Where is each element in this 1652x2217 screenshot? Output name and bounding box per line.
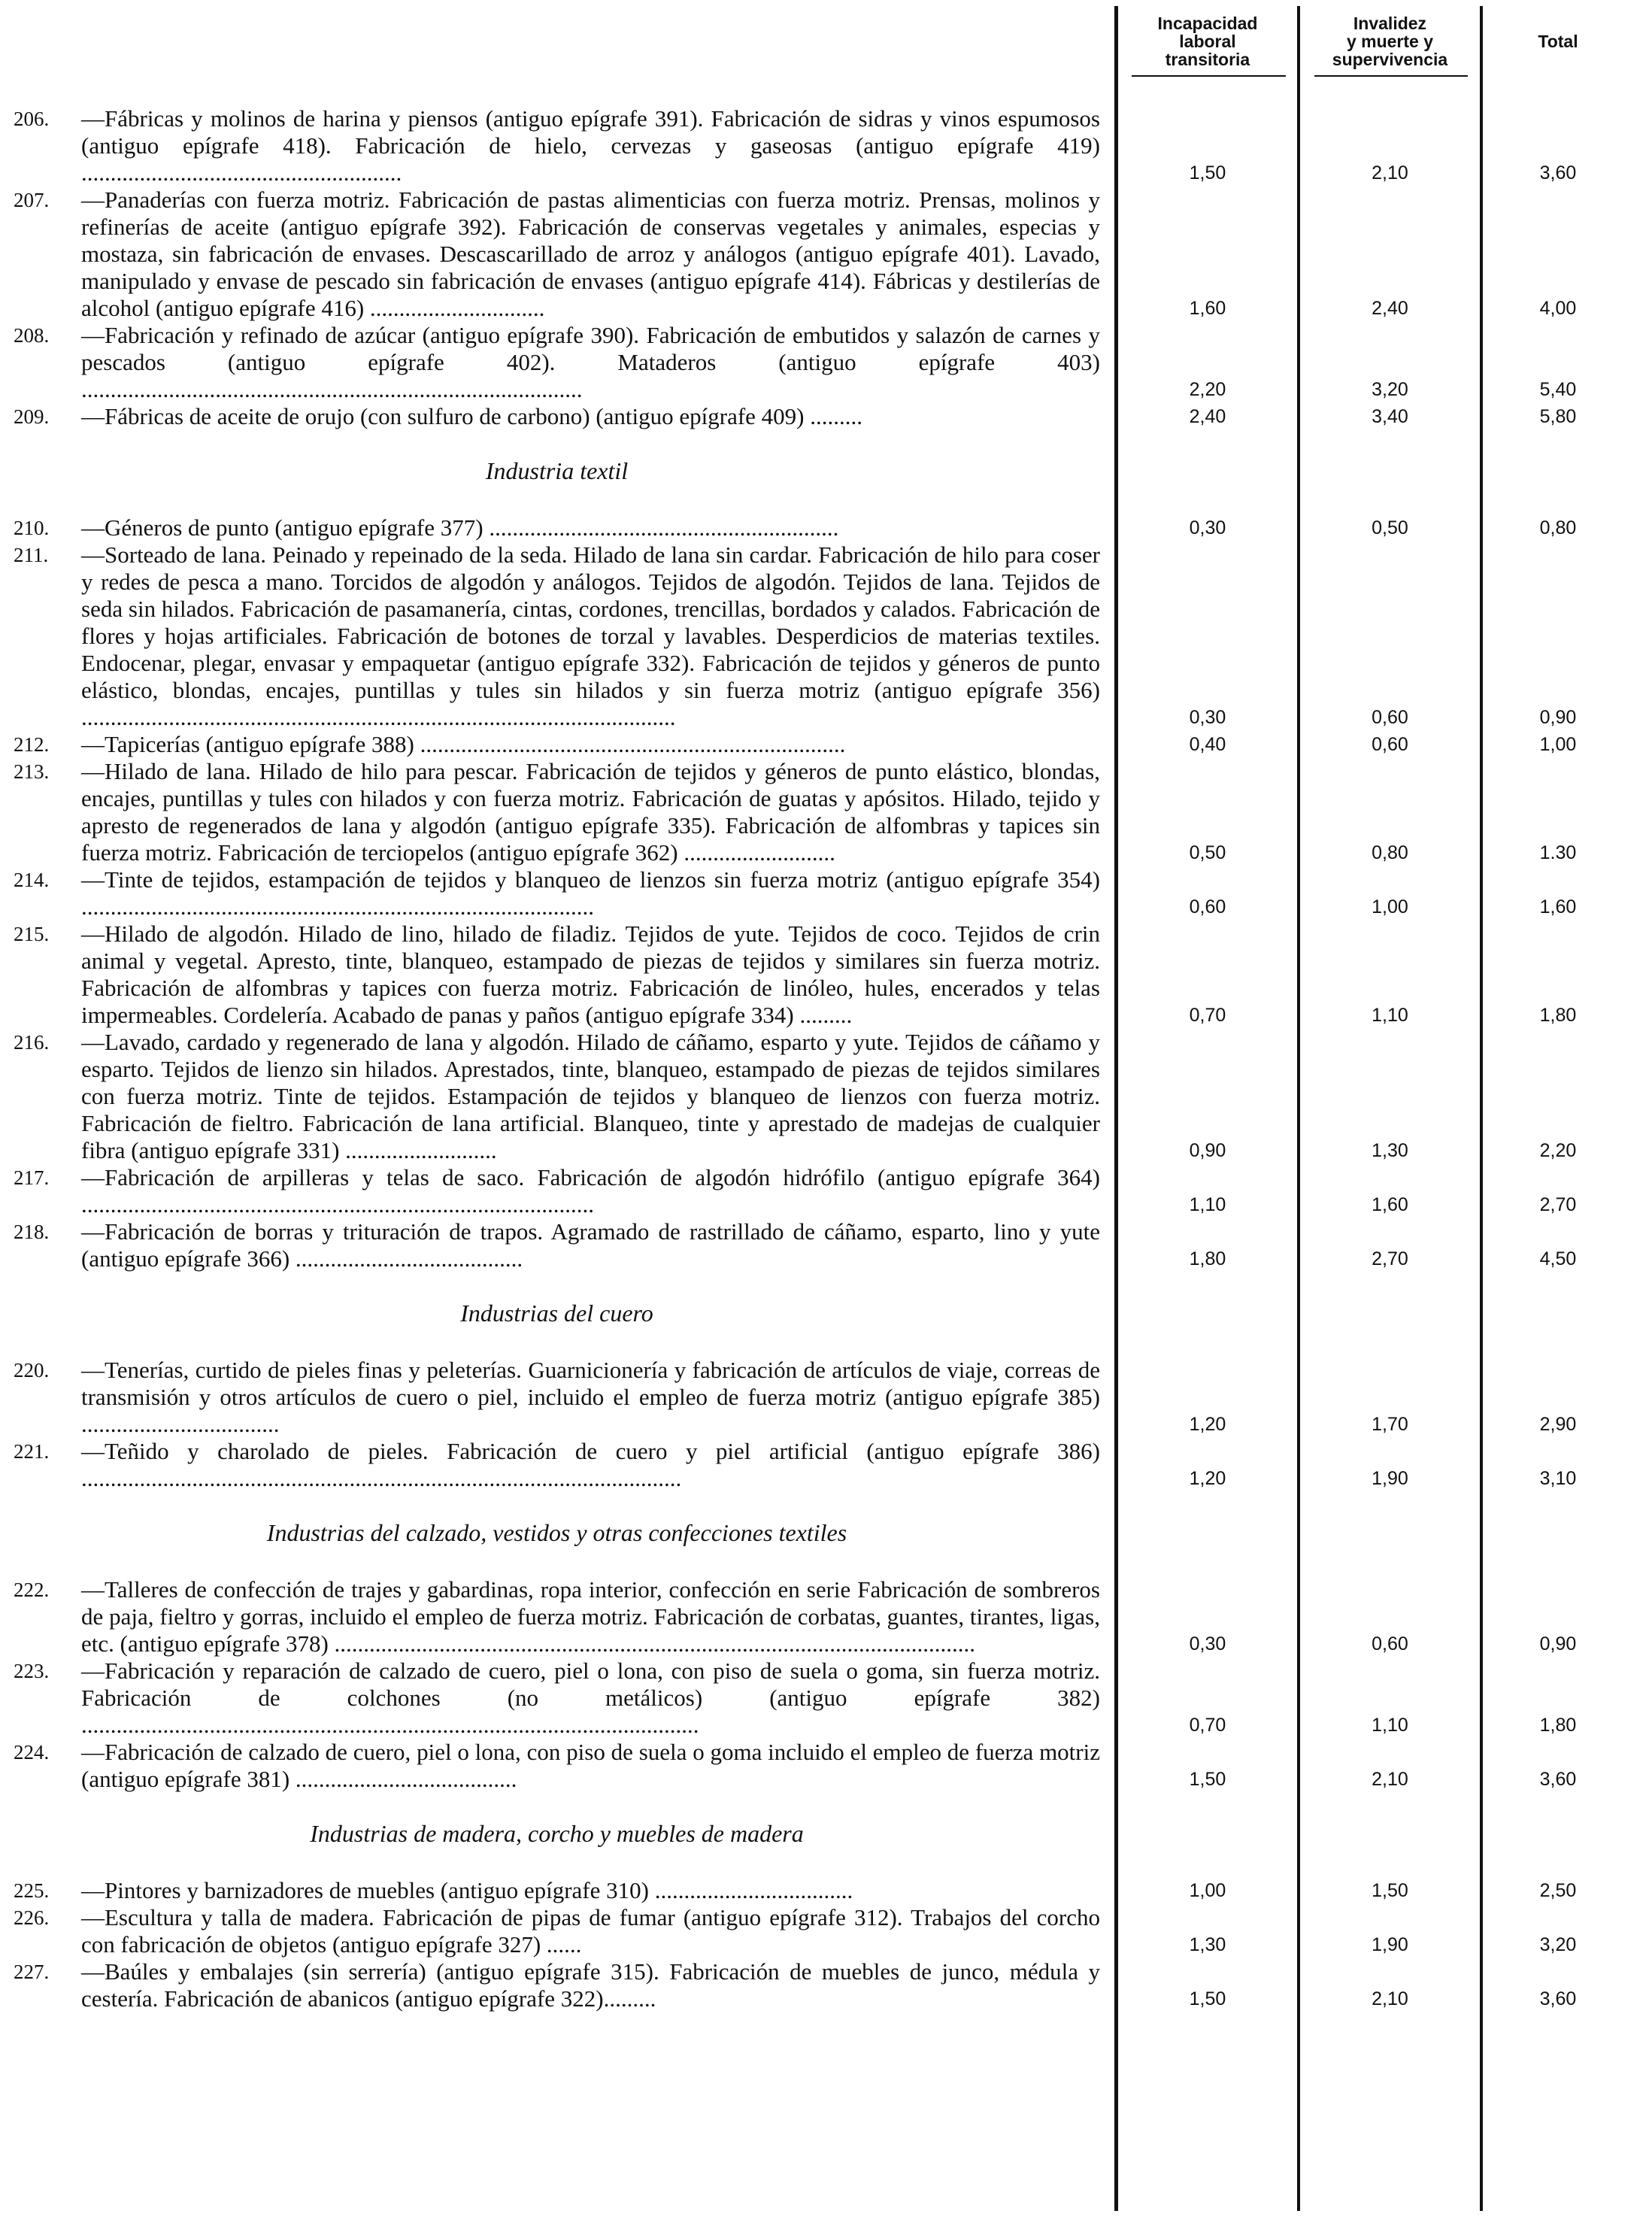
section-heading: Industrias del calzado, vestidos y otras confecciones textiles [266, 1519, 847, 1546]
epigrafe-description: —Fabricación de borras y trituración de trapos. Agramado de rastrillado de cáñamo, esparto, lino y yute (antiguo epígrafe 366) ....................................... [81, 1218, 1100, 1272]
rate-total: 3,60 [1539, 162, 1577, 183]
epigrafe-number: 218. [14, 1221, 50, 1243]
rate-total: 1,60 [1539, 896, 1577, 917]
epigrafe-number: 223. [14, 1660, 50, 1682]
epigrafe-number: 213. [14, 760, 50, 783]
epigrafe-description: —Fabricación y refinado de azúcar (antiguo epígrafe 390). Fabricación de embutidos y salazón de carnes y pescados (antiguo epígrafe 402). Mataderos (antiguo epígrafe 403) ...................................................................................... [81, 322, 1100, 402]
epigrafe-description: —Fabricación y reparación de calzado de cuero, piel o lona, con piso de suela o goma, sin fuerza motriz. Fabricación de colchones (no metálicos) (antiguo epígrafe 382) .......................................................................................................... [81, 1657, 1100, 1738]
section-heading: Industria textil [485, 457, 629, 484]
rate-incapacidad: 2,20 [1189, 379, 1226, 400]
epigrafe-description: —Hilado de lana. Hilado de hilo para pescar. Fabricación de tejidos y géneros de punto elástico, blondas, encajes, puntillas y tules con hilados y con fuerza motriz. Fabricación de guatas y apósitos. Hilado, tejido y apresto de regenerados de lana y algodón (antiguo epígrafe 335). Fabricación de alfombras y tapices sin fuerza motriz. Fabricación de terciopelos (antiguo epígrafe 362) .......................... [81, 758, 1100, 866]
rate-values [14, 704, 1647, 731]
epigrafe-description: —Baúles y embalajes (sin serrería) (antiguo epígrafe 315). Fabricación de muebles de junco, médula y cestería. Fabricación de abanicos (antiguo epígrafe 322)......... [81, 1958, 1100, 2012]
table-row [14, 1029, 1647, 1164]
rate-total: 0,90 [1539, 1633, 1577, 1654]
rate-invalidez: 1,90 [1372, 1468, 1408, 1489]
epigrafe-number: 206. [14, 108, 50, 130]
rate-values [14, 1712, 1647, 1739]
rate-invalidez: 0,60 [1372, 734, 1408, 755]
table-row [14, 105, 1647, 187]
epigrafe-description: —Tenerías, curtido de pieles finas y peleterías. Guarnicionería y fabricación de artículos de viaje, correas de transmisión y otros artículos de cuero o piel, incluido el empleo de fuerza motriz (antiguo epígrafe 385) .................................. [81, 1357, 1100, 1437]
rate-incapacidad: 2,40 [1189, 406, 1226, 427]
rate-values [14, 1630, 1647, 1657]
rate-invalidez: 1,10 [1372, 1005, 1408, 1026]
rate-total: 3,60 [1539, 1769, 1577, 1790]
rate-values [14, 1411, 1647, 1438]
rate-incapacidad: 1,50 [1189, 1769, 1226, 1790]
rate-invalidez: 1,30 [1372, 1140, 1408, 1161]
epigrafe-description: —Hilado de algodón. Hilado de lino, hilado de filadiz. Tejidos de yute. Tejidos de coco. Tejidos de crin animal y vegetal. Apresto, tinte, blanqueo, estampado de piezas de tejidos y similares sin fuerza motriz. Fabricación de alfombras y tapices con fuerza motriz. Fabricación de linóleo, hules, encerados y telas impermeables. Cordelería. Acabado de panas y paños (antiguo epígrafe 334) ......... [81, 920, 1100, 1028]
rate-total: 5,80 [1539, 406, 1577, 427]
epigrafe-description: —Escultura y talla de madera. Fabricación de pipas de fumar (antiguo epígrafe 312). Trabajos del corcho con fabricación de objetos (antiguo epígrafe 327) ...... [81, 1904, 1100, 1958]
rate-incapacidad: 1,30 [1189, 1934, 1226, 1955]
table-row [14, 322, 1647, 403]
epigrafe-number: 208. [14, 324, 50, 347]
epigrafe-description: —Tapicerías (antiguo epígrafe 388) ......................................................................... [81, 731, 846, 757]
rate-incapacidad: 0,50 [1189, 842, 1226, 863]
rate-total: 4,00 [1539, 298, 1577, 319]
rate-incapacidad: 1,00 [1189, 1880, 1226, 1901]
epigrafe-number: 210. [14, 517, 50, 539]
table-row [14, 1357, 1647, 1438]
rate-table [14, 105, 1647, 2012]
epigrafe-description: —Tinte de tejidos, estampación de tejidos y blanqueo de lienzos sin fuerza motriz (antiguo epígrafe 354) ........................................................................................ [81, 866, 1100, 920]
rate-values [14, 295, 1647, 322]
rate-incapacidad: 0,30 [1189, 1633, 1226, 1654]
rate-invalidez: 1,10 [1372, 1715, 1408, 1736]
epigrafe-number: 212. [14, 733, 50, 756]
rate-incapacidad: 1,20 [1189, 1468, 1226, 1489]
rate-invalidez: 0,60 [1372, 1633, 1408, 1654]
rate-total: 2,20 [1539, 1140, 1577, 1161]
table-row [14, 866, 1647, 920]
rate-values [14, 1931, 1647, 1958]
table-row [14, 1958, 1647, 2012]
rate-values [14, 1002, 1647, 1029]
rate-total: 1,00 [1539, 734, 1577, 755]
epigrafe-number: 226. [14, 1906, 50, 1929]
table-row [14, 1739, 1647, 1793]
rate-values [14, 1766, 1647, 1793]
rate-invalidez: 2,10 [1372, 1988, 1408, 2009]
rate-invalidez: 2,70 [1372, 1248, 1408, 1269]
section-heading: Industrias de madera, corcho y muebles de madera [310, 1820, 804, 1847]
rate-incapacidad: 1,60 [1189, 298, 1226, 319]
rate-total: 2,90 [1539, 1414, 1577, 1435]
epigrafe-number: 225. [14, 1879, 50, 1902]
table-row [14, 758, 1647, 866]
epigrafe-description: —Fábricas de aceite de orujo (con sulfuro de carbono) (antiguo epígrafe 409) ......... [81, 403, 862, 429]
epigrafe-number: 224. [14, 1741, 50, 1764]
rate-values [14, 1985, 1647, 2012]
rate-total: 2,70 [1539, 1194, 1577, 1215]
epigrafe-description: —Panaderías con fuerza motriz. Fabricación de pastas alimenticias con fuerza motriz. Prensas, molinos y refinerías de aceite (antiguo epígrafe 392). Fabricación de conservas vegetales y animales, especias y mostaza, sin fabricación de envases. Descascarillado de arroz y análogos (antiguo epígrafe 401). Lavado, manipulado y envase de pescado sin fabricación de envases (antiguo epígrafe 414). Fábricas y destilerías de alcohol (antiguo epígrafe 416) .............................. [81, 187, 1100, 321]
rate-total: 3,60 [1539, 1988, 1577, 2009]
epigrafe-number: 227. [14, 1961, 50, 1983]
epigrafe-number: 220. [14, 1359, 50, 1381]
rate-invalidez: 1,50 [1372, 1880, 1408, 1901]
rate-values [14, 1877, 1647, 1904]
epigrafe-description: —Sorteado de lana. Peinado y repeinado de la seda. Hilado de lana sin cardar. Fabricación de hilo para coser y redes de pesca a mano. Torcidos de algodón y análogos. Tejidos de algodón. Tejidos de lana. Tejidos de seda sin hilados. Fabricación de pasamanería, cintas, cordones, trencillas, bordados y calados. Fabricación de flores y hojas artificiales. Fabricación de botones de torzal y lavables. Desperdicios de materias textiles. Endocenar, plegar, envasar y empaquetar (antiguo epígrafe 332). Fabricación de tejidos y géneros de punto elástico, blondas, encajes, puntillas y tules sin hilados y sin fuerza motriz (antiguo epígrafe 356) ...................................................................................................... [81, 541, 1100, 730]
rate-values [14, 159, 1647, 187]
epigrafe-description: —Fábricas y molinos de harina y piensos (antiguo epígrafe 391). Fabricación de sidras y vinos espumosos (antiguo epígrafe 418). Fabricación de hielo, cervezas y gaseosas (antiguo epígrafe 419) ....................................................... [81, 105, 1100, 186]
epigrafe-number: 215. [14, 923, 50, 945]
rate-total: 3,10 [1539, 1468, 1577, 1489]
rate-total: 0,80 [1539, 517, 1577, 538]
table-row [14, 1164, 1647, 1218]
rate-incapacidad: 0,90 [1189, 1140, 1226, 1161]
rate-invalidez: 3,40 [1372, 406, 1408, 427]
epigrafe-number: 222. [14, 1579, 50, 1601]
epigrafe-description: —Fabricación de arpilleras y telas de saco. Fabricación de algodón hidrófilo (antiguo epígrafe 364) ........................................................................................ [81, 1164, 1100, 1218]
epigrafe-number: 216. [14, 1031, 50, 1054]
rate-incapacidad: 0,60 [1189, 896, 1226, 917]
rate-invalidez: 2,10 [1372, 1769, 1408, 1790]
rate-invalidez: 1,00 [1372, 896, 1408, 917]
table-row [14, 1576, 1647, 1657]
rate-incapacidad: 0,30 [1189, 707, 1226, 728]
table-row [14, 1218, 1647, 1272]
section-heading: Industrias del cuero [460, 1300, 653, 1327]
epigrafe-number: 211. [14, 544, 49, 566]
rate-incapacidad: 0,70 [1189, 1005, 1226, 1026]
epigrafe-description: —Lavado, cardado y regenerado de lana y algodón. Hilado de cáñamo, esparto y yute. Tejidos de cáñamo y esparto. Tejidos de lienzo sin hilados. Aprestados, tinte, blanqueo, estampado de piezas de tejidos similares con fuerza motriz. Tinte de tejidos. Estampación de tejidos y blanqueo de lienzos con fuerza motriz. Fabricación de fieltro. Fabricación de lana artificial. Blanqueo, tinte y aprestado de madejas de cualquier fibra (antiguo epígrafe 331) .......................... [81, 1029, 1100, 1163]
header-incapacidad: Incapacidad laboral transitoria [1157, 14, 1258, 69]
table-row [14, 920, 1647, 1029]
header-total: Total [1538, 32, 1578, 51]
epigrafe-description: —Géneros de punto (antiguo epígrafe 377) ............................................................ [81, 514, 839, 541]
rate-total: 3,20 [1539, 1934, 1577, 1955]
epigrafe-description: —Talleres de confección de trajes y gabardinas, ropa interior, confección en serie Fabricación de sombreros de paja, fieltro y gorras, incluido el empleo de fuerza motriz. Fabricación de corbatas, guantes, tirantes, ligas, etc. (antiguo epígrafe 378) .............................................................................................................. [81, 1576, 1100, 1657]
table-row [14, 1904, 1647, 1958]
epigrafe-number: 221. [14, 1440, 50, 1463]
rate-incapacidad: 0,40 [1189, 734, 1226, 755]
rate-total: 4,50 [1539, 1248, 1577, 1269]
table-row [14, 1877, 1647, 1904]
rate-incapacidad: 1,20 [1189, 1414, 1226, 1435]
rate-invalidez: 0,80 [1372, 842, 1408, 863]
table-row [14, 514, 1647, 541]
rate-total: 5,40 [1539, 379, 1577, 400]
rate-invalidez: 1,70 [1372, 1414, 1408, 1435]
rate-values [14, 893, 1647, 920]
rate-values [14, 839, 1647, 866]
rate-incapacidad: 1,80 [1189, 1248, 1226, 1269]
rate-values [14, 1465, 1647, 1492]
epigrafe-number: 214. [14, 869, 50, 891]
header-rule [1132, 75, 1286, 77]
table-row [14, 731, 1647, 758]
rate-invalidez: 3,20 [1372, 379, 1408, 400]
rate-incapacidad: 1,50 [1189, 162, 1226, 183]
rate-invalidez: 2,40 [1372, 298, 1408, 319]
epigrafe-description: —Pintores y barnizadores de muebles (antiguo epígrafe 310) .................................. [81, 1877, 853, 1903]
rate-invalidez: 0,60 [1372, 707, 1408, 728]
rate-values [14, 514, 1647, 541]
epigrafe-description: —Fabricación de calzado de cuero, piel o lona, con piso de suela o goma incluido el empleo de fuerza motriz (antiguo epígrafe 381) ...................................... [81, 1739, 1100, 1792]
epigrafe-description: —Teñido y charolado de pieles. Fabricación de cuero y piel artificial (antiguo epígrafe 386) ....................................................................................................... [81, 1438, 1100, 1491]
rate-values [14, 403, 1647, 430]
table-row [14, 187, 1647, 322]
rate-values [14, 1191, 1647, 1218]
rate-incapacidad: 0,70 [1189, 1715, 1226, 1736]
header-invalidez: Invalidez y muerte y supervivencia [1332, 14, 1448, 69]
rate-invalidez: 1,90 [1372, 1934, 1408, 1955]
rate-invalidez: 0,50 [1372, 517, 1408, 538]
epigrafe-number: 207. [14, 189, 50, 211]
rate-incapacidad: 1,10 [1189, 1194, 1226, 1215]
rate-values [14, 376, 1647, 403]
rate-total: 1,80 [1539, 1715, 1577, 1736]
table-row [14, 541, 1647, 731]
table-row [14, 1657, 1647, 1739]
table-row [14, 403, 1647, 430]
header-rule [1314, 75, 1468, 77]
epigrafe-number: 217. [14, 1166, 50, 1189]
rate-incapacidad: 1,50 [1189, 1988, 1226, 2009]
rate-total: 2,50 [1539, 1880, 1577, 1901]
rate-total: 1.30 [1539, 842, 1577, 863]
rate-incapacidad: 0,30 [1189, 517, 1226, 538]
rate-values [14, 1137, 1647, 1164]
rate-invalidez: 2,10 [1372, 162, 1408, 183]
rate-total: 0,90 [1539, 707, 1577, 728]
rate-total: 1,80 [1539, 1005, 1577, 1026]
rate-values [14, 731, 1647, 758]
epigrafe-number: 209. [14, 405, 50, 428]
table-row [14, 1438, 1647, 1492]
rate-invalidez: 1,60 [1372, 1194, 1408, 1215]
rate-values [14, 1245, 1647, 1272]
